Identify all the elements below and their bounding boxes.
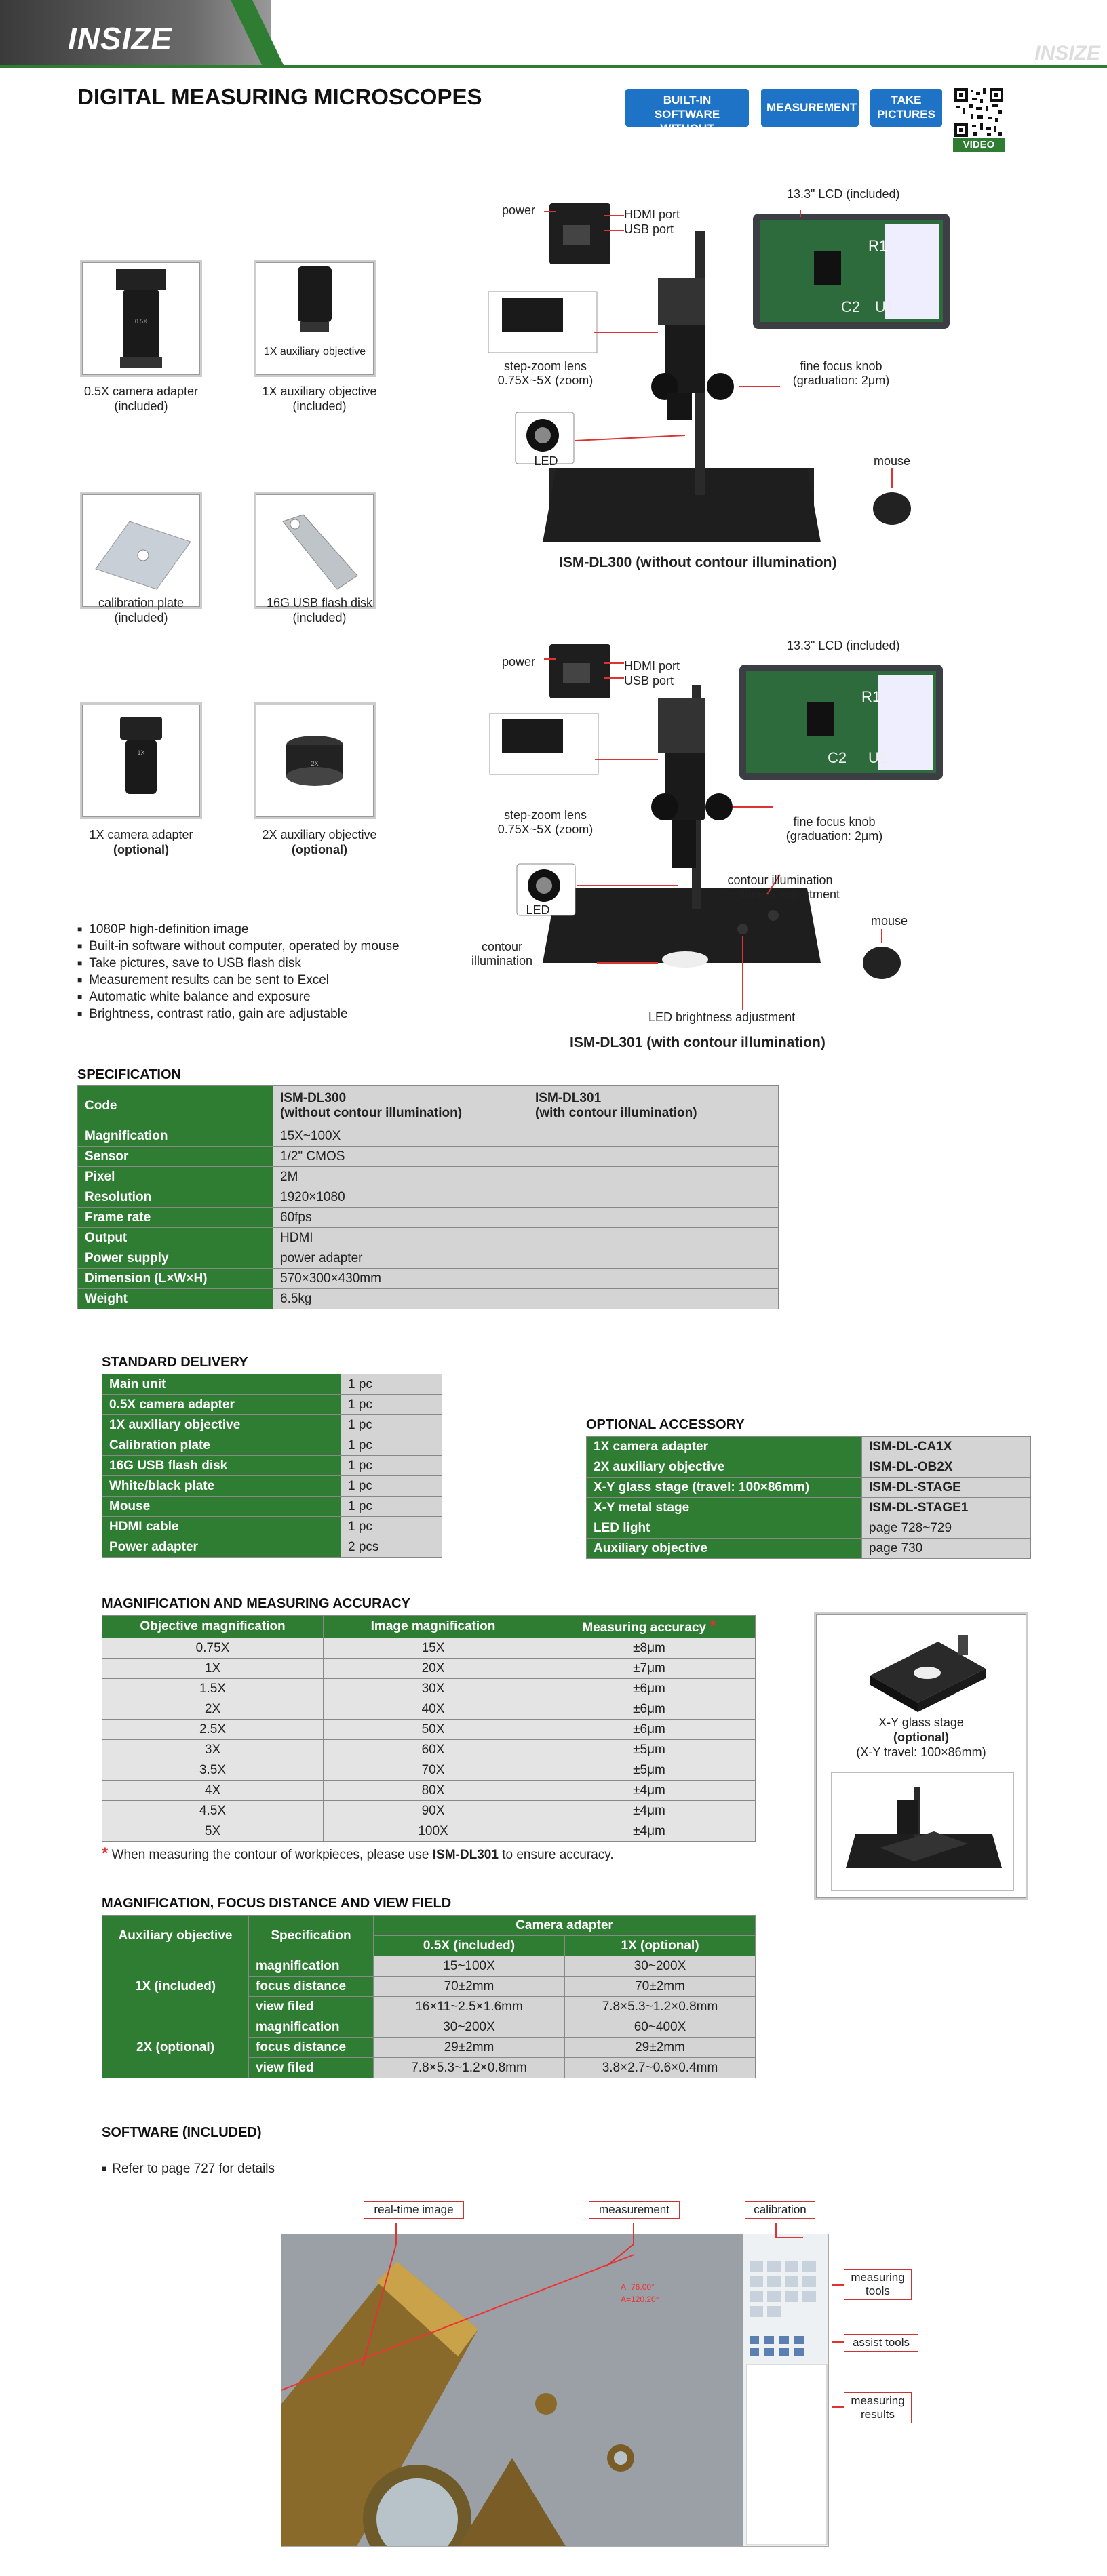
mfv-cell: 29±2mm <box>374 2038 565 2058</box>
accuracy-cell: 0.75X <box>102 1638 324 1659</box>
dl301-label-zoom-1: step-zoom lens <box>503 808 587 822</box>
table-row <box>102 1497 442 1517</box>
spec-code-label: Code <box>78 1086 273 1126</box>
spec-header-dl300 <box>273 1086 528 1126</box>
table-row <box>78 1187 779 1208</box>
spec-header-dl301-desc: (with contour illumination) <box>535 1105 697 1120</box>
accuracy-cell: 90X <box>324 1801 543 1821</box>
dl300-label-focus <box>780 359 902 388</box>
spec-value: 2M <box>273 1167 779 1187</box>
caption-a4 <box>241 595 397 625</box>
software-label-results-1: measuring <box>851 2394 905 2407</box>
mfv-cell: 30~200X <box>565 1956 756 1977</box>
spec-label: Power supply <box>78 1248 273 1269</box>
accuracy-cell: ±8μm <box>543 1638 756 1659</box>
accuracy-cell: 20X <box>324 1659 543 1679</box>
accuracy-heading: MAGNIFICATION AND MEASURING ACCURACY <box>102 1596 410 1611</box>
software-refer-text: Refer to page 727 for details <box>112 2162 275 2176</box>
dl301-label-hdmi: HDMI port <box>624 659 680 673</box>
mfv-group-2x: 2X (optional) <box>102 2017 249 2078</box>
dl301-label-power: power <box>502 655 536 669</box>
mfv-table <box>102 1915 756 2078</box>
optional-item: 1X camera adapter <box>587 1437 862 1457</box>
accuracy-cell: 15X <box>324 1638 543 1659</box>
dl301-label-lcd: 13.3" LCD (included) <box>787 639 900 652</box>
table-row <box>102 1740 756 1760</box>
dl300-label-zoom-2: 0.75X~5X (zoom) <box>497 374 594 387</box>
dl300-caption: ISM-DL300 (without contour illumination) <box>559 555 837 570</box>
software-label-results <box>844 2392 912 2423</box>
feature-item: ■ Measurement results can be sent to Excel <box>77 972 400 989</box>
dl301-label-contour-2: illumination <box>471 954 533 968</box>
calibration-plate-icon <box>82 494 200 607</box>
svg-text:U1: U1 <box>868 749 888 766</box>
dl301-label-zoom-2: 0.75X~5X (zoom) <box>497 823 594 836</box>
accuracy-note-model: ISM-DL301 <box>432 1848 499 1862</box>
caption-a6-title: 2X auxiliary objective <box>262 828 377 841</box>
caption-a3 <box>68 595 214 625</box>
accuracy-col-image: Image magnification <box>324 1616 543 1638</box>
mfv-col-aux: Auxiliary objective <box>102 1916 249 1956</box>
dl301-label-led: LED <box>526 903 550 917</box>
dl301-label-contour-adjust <box>712 873 848 902</box>
spec-value: 570×300×430mm <box>273 1269 779 1289</box>
mfv-cell: 7.8×5.3~1.2×0.8mm <box>374 2058 565 2078</box>
accuracy-cell: ±5μm <box>543 1760 756 1781</box>
caption-a1-title: 0.5X camera adapter <box>83 384 199 398</box>
spec-label: Resolution <box>78 1187 273 1208</box>
table-row <box>102 1517 442 1537</box>
microscope-with-stage-icon <box>832 1773 1013 1890</box>
dl301-label-contour-1: contour <box>481 940 523 953</box>
spec-label: Output <box>78 1228 273 1248</box>
table-row <box>102 1659 756 1679</box>
accuracy-cell: ±4μm <box>543 1821 756 1842</box>
table-row <box>102 1781 756 1801</box>
xy-stage-panel <box>814 1612 1028 1900</box>
table-row <box>78 1269 779 1289</box>
mfv-spec-label: focus distance <box>249 1977 374 1997</box>
delivery-item: Power adapter <box>102 1537 341 1558</box>
dl300-label-power: power <box>502 203 536 217</box>
dl300-label-focus-1: fine focus knob <box>800 359 882 373</box>
table-row <box>78 1248 779 1269</box>
accuracy-cell: ±6μm <box>543 1699 756 1720</box>
caption-a6-status: (optional) <box>292 843 347 856</box>
spec-label: Magnification <box>78 1126 273 1147</box>
aux-objective-img-label: 1X auxiliary objective <box>263 346 366 357</box>
spec-label: Pixel <box>78 1167 273 1187</box>
delivery-qty: 1 pc <box>341 1415 442 1435</box>
dl301-label-mouse: mouse <box>871 914 908 928</box>
svg-text:1X: 1X <box>137 749 145 756</box>
table-row <box>102 1679 756 1699</box>
spec-label: Sensor <box>78 1147 273 1167</box>
table-row <box>102 1760 756 1781</box>
caption-a3-title: calibration plate <box>98 596 184 610</box>
dl301-label-zoom <box>491 808 600 837</box>
dl300-label-lcd: 13.3" LCD (included) <box>787 187 900 201</box>
caption-a2-title: 1X auxiliary objective <box>262 384 377 398</box>
table-row <box>102 2017 756 2038</box>
aux-objective-icon <box>256 262 374 375</box>
accuracy-cell: 4X <box>102 1781 324 1801</box>
delivery-heading: STANDARD DELIVERY <box>102 1355 248 1370</box>
accuracy-cell: 100X <box>324 1821 543 1842</box>
delivery-qty: 1 pc <box>341 1497 442 1517</box>
caption-a2-status: (included) <box>292 399 347 413</box>
caption-a6 <box>241 827 397 857</box>
delivery-qty: 1 pc <box>341 1456 442 1476</box>
optional-code: ISM-DL-CA1X <box>862 1437 1031 1457</box>
software-label-calibration: calibration <box>745 2201 815 2219</box>
accuracy-col-accuracy <box>543 1616 756 1638</box>
mfv-cell: 15~100X <box>374 1956 565 1977</box>
caption-a5 <box>68 827 214 857</box>
svg-text:C2: C2 <box>841 298 861 315</box>
delivery-qty: 1 pc <box>341 1476 442 1497</box>
usb-disk-icon <box>256 494 374 607</box>
accuracy-cell: 4.5X <box>102 1801 324 1821</box>
badge-take-pictures: TAKE PICTURES <box>870 89 942 127</box>
delivery-qty: 1 pc <box>341 1517 442 1537</box>
aux-objective-2x-icon <box>256 705 374 817</box>
dl300-label-mouse: mouse <box>874 454 911 468</box>
delivery-item: 16G USB flash disk <box>102 1456 341 1476</box>
dl301-label-contour-adjust-2: brightness adjustment <box>720 888 840 901</box>
software-refer <box>102 2162 275 2177</box>
software-label-realtime: real-time image <box>364 2201 464 2219</box>
software-label-measurement: measurement <box>589 2201 680 2219</box>
delivery-qty: 1 pc <box>341 1435 442 1456</box>
dl300-label-led: LED <box>534 454 558 468</box>
mfv-spec-label: view filed <box>249 2058 374 2078</box>
spec-value: 1920×1080 <box>273 1187 779 1208</box>
xy-stage-caption-1: X-Y glass stage <box>878 1716 964 1729</box>
spec-label: Dimension (L×W×H) <box>78 1269 273 1289</box>
spec-value: HDMI <box>273 1228 779 1248</box>
spec-header-dl301-code: ISM-DL301 <box>535 1090 602 1105</box>
delivery-item: Main unit <box>102 1374 341 1395</box>
delivery-qty: 1 pc <box>341 1374 442 1395</box>
feature-item: ■ Brightness, contrast ratio, gain are adjustable <box>77 1006 400 1023</box>
accuracy-cell: ±6μm <box>543 1679 756 1699</box>
mfv-heading: MAGNIFICATION, FOCUS DISTANCE AND VIEW FIELD <box>102 1896 452 1911</box>
xy-stage-caption <box>816 1715 1026 1760</box>
svg-text:A=76.00°: A=76.00° <box>621 2282 655 2292</box>
software-label-tools <box>844 2269 912 2300</box>
table-row <box>102 1821 756 1842</box>
software-label-tools-2: tools <box>866 2284 890 2297</box>
brand-logo: INSIZE <box>68 21 173 56</box>
svg-text:R1: R1 <box>868 237 888 254</box>
svg-text:C2: C2 <box>828 749 847 766</box>
spec-value: 60fps <box>273 1208 779 1228</box>
table-row <box>102 1537 442 1558</box>
accuracy-cell: 70X <box>324 1760 543 1781</box>
xy-glass-stage-icon <box>857 1628 992 1716</box>
table-row <box>102 1956 756 1977</box>
spec-label: Frame rate <box>78 1208 273 1228</box>
optional-code: ISM-DL-STAGE <box>862 1478 1031 1498</box>
spec-value: 15X~100X <box>273 1126 779 1147</box>
caption-a4-status: (included) <box>292 611 347 625</box>
xy-stage-caption-3: (X-Y travel: 100×86mm) <box>856 1745 986 1759</box>
asterisk-icon: * <box>710 1617 716 1636</box>
camera-adapter-1x-icon <box>82 705 200 817</box>
accuracy-cell: ±5μm <box>543 1740 756 1760</box>
thumb-calibration-plate <box>80 492 202 609</box>
mfv-spec-label: magnification <box>249 2017 374 2038</box>
delivery-item: 1X auxiliary objective <box>102 1415 341 1435</box>
accuracy-cell: 3.5X <box>102 1760 324 1781</box>
spec-value: 1/2" CMOS <box>273 1147 779 1167</box>
thumb-camera-adapter-05x <box>80 260 202 377</box>
table-row <box>78 1147 779 1167</box>
mfv-cell: 30~200X <box>374 2017 565 2038</box>
dl300-label-usb: USB port <box>624 222 674 236</box>
caption-a1 <box>68 384 214 414</box>
feature-list <box>77 921 400 1023</box>
bullet-icon: ■ <box>102 2164 107 2173</box>
caption-a2 <box>241 384 397 414</box>
table-row <box>587 1539 1031 1559</box>
mfv-spec-label: focus distance <box>249 2038 374 2058</box>
svg-text:A=120.20°: A=120.20° <box>621 2295 659 2304</box>
optional-code: ISM-DL-OB2X <box>862 1457 1031 1478</box>
table-row <box>102 1638 756 1659</box>
accuracy-cell: 2X <box>102 1699 324 1720</box>
mfv-cell: 70±2mm <box>565 1977 756 1997</box>
accuracy-cell: ±6μm <box>543 1720 756 1740</box>
thumb-usb-flash-disk <box>254 492 376 609</box>
spec-header-dl300-code: ISM-DL300 <box>280 1090 347 1105</box>
table-row <box>587 1437 1031 1457</box>
spec-value: power adapter <box>273 1248 779 1269</box>
delivery-table <box>102 1374 442 1558</box>
badge-measurement: MEASUREMENT <box>761 89 859 127</box>
software-label-results-2: results <box>860 2408 895 2421</box>
thumb-aux-objective-2x <box>254 702 376 819</box>
svg-text:U1: U1 <box>875 298 895 315</box>
optional-heading: OPTIONAL ACCESSORY <box>586 1417 745 1432</box>
optional-item: LED light <box>587 1518 862 1539</box>
dl300-label-hdmi: HDMI port <box>624 207 680 221</box>
optional-code: ISM-DL-STAGE1 <box>862 1498 1031 1518</box>
table-row <box>102 1699 756 1720</box>
mfv-cell: 29±2mm <box>565 2038 756 2058</box>
table-row <box>587 1518 1031 1539</box>
spec-value: 6.5kg <box>273 1289 779 1309</box>
dl301-label-contour-adjust-1: contour illumination <box>727 873 833 887</box>
accuracy-cell: 1X <box>102 1659 324 1679</box>
optional-page-ref: page 730 <box>862 1539 1031 1559</box>
accuracy-cell: ±4μm <box>543 1801 756 1821</box>
optional-item: 2X auxiliary objective <box>587 1457 862 1478</box>
caption-a1-status: (included) <box>114 399 168 413</box>
accuracy-cell: 1.5X <box>102 1679 324 1699</box>
feature-item: ■ Built-in software without computer, operated by mouse <box>77 938 400 955</box>
accuracy-table <box>102 1615 756 1842</box>
svg-text:2X: 2X <box>311 760 319 767</box>
caption-a5-status: (optional) <box>113 843 169 856</box>
delivery-qty: 1 pc <box>341 1395 442 1415</box>
dl301-label-focus-1: fine focus knob <box>793 815 876 829</box>
accuracy-col-objective: Objective magnification <box>102 1616 324 1638</box>
optional-item: Auxiliary objective <box>587 1539 862 1559</box>
software-label-tools-1: measuring <box>851 2271 905 2284</box>
table-row <box>102 1374 442 1395</box>
xy-stage-caption-2: (optional) <box>893 1730 949 1744</box>
dl300-label-focus-2: (graduation: 2μm) <box>792 374 890 387</box>
accuracy-cell: 3X <box>102 1740 324 1760</box>
table-row <box>78 1167 779 1187</box>
accuracy-cell: 2.5X <box>102 1720 324 1740</box>
table-row <box>102 1456 442 1476</box>
delivery-item: HDMI cable <box>102 1517 341 1537</box>
table-row <box>78 1228 779 1248</box>
mfv-group-1x: 1X (included) <box>102 1956 249 2017</box>
table-row <box>102 1720 756 1740</box>
thumb-aux-objective-1x <box>254 260 376 377</box>
software-label-assist: assist tools <box>844 2334 918 2352</box>
table-row <box>102 1801 756 1821</box>
dl301-label-contour <box>461 940 543 968</box>
camera-adapter-icon <box>82 262 200 375</box>
svg-text:0.5X: 0.5X <box>134 318 148 325</box>
software-heading: SOFTWARE (INCLUDED) <box>102 2125 262 2140</box>
feature-item: ■ Take pictures, save to USB flash disk <box>77 955 400 972</box>
dl301-label-focus <box>773 815 895 844</box>
dl301-label-focus-2: (graduation: 2μm) <box>785 829 883 843</box>
accuracy-cell: 5X <box>102 1821 324 1842</box>
accuracy-cell: 80X <box>324 1781 543 1801</box>
spec-label: Weight <box>78 1289 273 1309</box>
delivery-item: 0.5X camera adapter <box>102 1395 341 1415</box>
optional-page-ref: page 728~729 <box>862 1518 1031 1539</box>
svg-text:R1: R1 <box>861 688 881 705</box>
spec-header-dl300-desc: (without contour illumination) <box>280 1105 463 1120</box>
delivery-item: White/black plate <box>102 1476 341 1497</box>
mfv-cell: 60~400X <box>565 2017 756 2038</box>
qr-code-icon[interactable] <box>953 87 1005 138</box>
delivery-item: Calibration plate <box>102 1435 341 1456</box>
table-row <box>78 1126 779 1147</box>
brand-logo-right: INSIZE <box>1034 42 1100 64</box>
mfv-cell: 70±2mm <box>374 1977 565 1997</box>
table-row <box>102 1435 442 1456</box>
table-row <box>102 1476 442 1497</box>
accuracy-cell: 50X <box>324 1720 543 1740</box>
dl301-caption: ISM-DL301 (with contour illumination) <box>570 1035 826 1050</box>
spec-table <box>77 1085 779 1309</box>
thumb-camera-adapter-1x <box>80 702 202 819</box>
table-row <box>78 1289 779 1309</box>
table-row <box>587 1457 1031 1478</box>
badge-builtin-software: BUILT-IN SOFTWARE WITHOUT COMPUTER <box>625 89 749 127</box>
caption-a3-status: (included) <box>114 611 168 625</box>
optional-item: X-Y glass stage (travel: 100×86mm) <box>587 1478 862 1498</box>
asterisk-icon: * <box>102 1844 109 1863</box>
accuracy-cell: 40X <box>324 1699 543 1720</box>
table-row <box>102 1415 442 1435</box>
accuracy-cell: ±4μm <box>543 1781 756 1801</box>
video-label[interactable]: VIDEO <box>953 138 1005 152</box>
caption-a5-title: 1X camera adapter <box>89 828 193 841</box>
accuracy-note-c: to ensure accuracy. <box>498 1848 614 1862</box>
mfv-col-camera: Camera adapter <box>374 1916 756 1936</box>
xy-stage-mounted-image <box>831 1772 1014 1891</box>
mfv-cell: 16×11~2.5×1.6mm <box>374 1997 565 2017</box>
optional-item: X-Y metal stage <box>587 1498 862 1518</box>
accuracy-cell: ±7μm <box>543 1659 756 1679</box>
mfv-col-1x: 1X (optional) <box>565 1936 756 1956</box>
feature-item: ■ 1080P high-definition image <box>77 921 400 938</box>
mfv-cell: 7.8×5.3~1.2×0.8mm <box>565 1997 756 2017</box>
spec-header-dl301 <box>528 1086 779 1126</box>
mfv-col-05x: 0.5X (included) <box>374 1936 565 1956</box>
dl300-label-zoom <box>491 359 600 388</box>
mfv-spec-label: view filed <box>249 1997 374 2017</box>
spec-heading: SPECIFICATION <box>77 1067 181 1082</box>
dl301-label-usb: USB port <box>624 674 674 688</box>
table-row <box>102 1395 442 1415</box>
caption-a4-title: 16G USB flash disk <box>266 596 373 610</box>
accuracy-note-a: When measuring the contour of workpieces, please use <box>111 1848 433 1862</box>
dl300-label-zoom-1: step-zoom lens <box>503 359 587 373</box>
mfv-cell: 3.8×2.7~0.6×0.4mm <box>565 2058 756 2078</box>
dl301-label-led-adjust: LED brightness adjustment <box>648 1010 796 1024</box>
accuracy-col-accuracy-label: Measuring accuracy <box>582 1621 707 1635</box>
table-row <box>587 1478 1031 1498</box>
delivery-qty: 2 pcs <box>341 1537 442 1558</box>
table-row <box>587 1498 1031 1518</box>
feature-item: ■ Automatic white balance and exposure <box>77 989 400 1006</box>
header-rule <box>0 65 1107 68</box>
mfv-spec-label: magnification <box>249 1956 374 1977</box>
software-callout-lines <box>281 2204 932 2556</box>
table-row <box>78 1208 779 1228</box>
delivery-item: Mouse <box>102 1497 341 1517</box>
optional-table <box>586 1436 1031 1559</box>
page-title: DIGITAL MEASURING MICROSCOPES <box>77 84 482 109</box>
mfv-col-spec: Specification <box>249 1916 374 1956</box>
accuracy-cell: 30X <box>324 1679 543 1699</box>
accuracy-cell: 60X <box>324 1740 543 1760</box>
accuracy-note <box>102 1844 614 1863</box>
